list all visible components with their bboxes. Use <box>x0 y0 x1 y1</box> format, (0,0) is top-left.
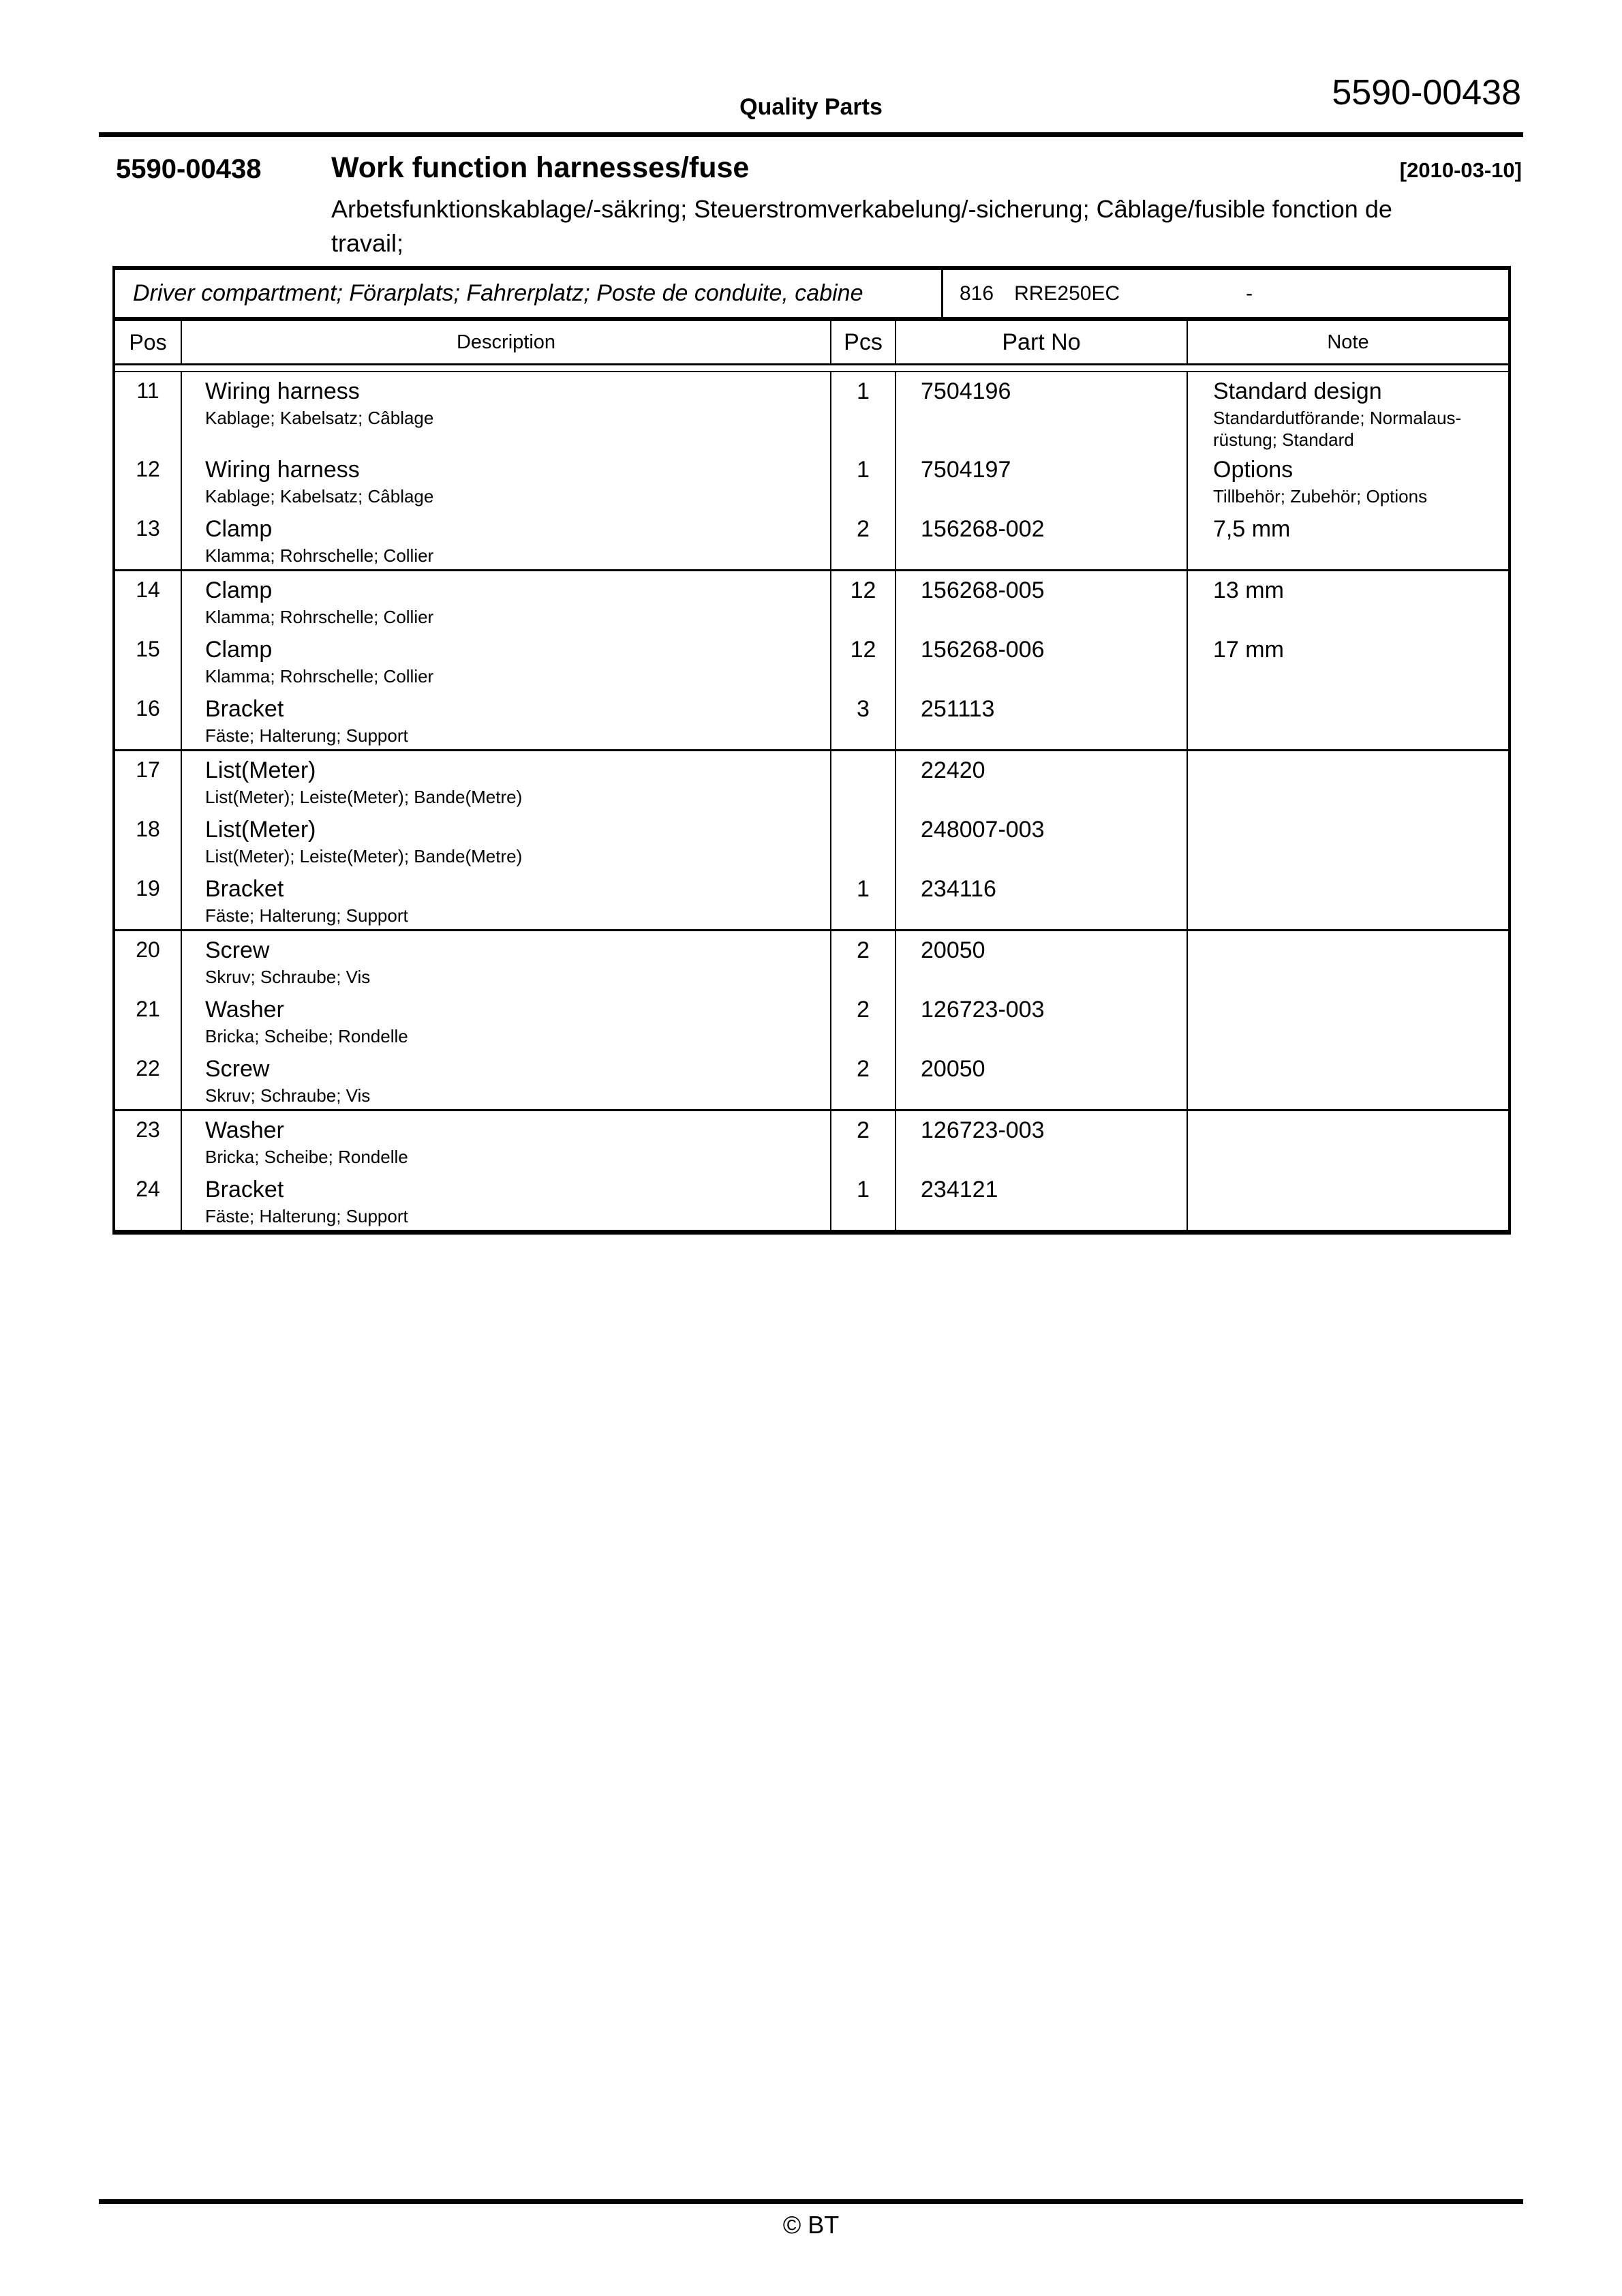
description-cell <box>182 510 831 569</box>
section-title: Driver compartment; Förarplats; Fahrerplatz; Poste de conduite, cabine <box>115 270 943 317</box>
part-no-cell: 126723-003 <box>896 1111 1188 1170</box>
note-cell <box>1188 631 1508 690</box>
description-text: Screw <box>205 1056 270 1082</box>
subtitle-line: Arbetsfunktionskablage/-säkring; Steuerstromverkabelung/-sicherung; Câblage/fusible fonction de <box>331 195 1392 223</box>
description-cell <box>182 571 831 631</box>
col-header-part-no: Part No <box>896 321 1188 363</box>
col-header-note: Note <box>1327 331 1369 353</box>
part-no-cell: 156268-006 <box>896 631 1188 690</box>
section-variant: - <box>1246 282 1253 305</box>
table-row <box>115 1170 1508 1230</box>
note-cell <box>1188 571 1508 631</box>
description-cell <box>182 931 831 991</box>
description-sub-text: Kablage; Kabelsatz; Câblage <box>205 408 434 428</box>
part-no-cell: 248007-003 <box>896 811 1188 870</box>
pcs-cell <box>831 751 896 811</box>
pcs-cell: 1 <box>831 870 896 929</box>
note-cell <box>1188 451 1508 510</box>
parts-group <box>115 569 1508 749</box>
description-text: Washer <box>205 997 284 1023</box>
description-cell <box>182 1170 831 1230</box>
pos-cell: 14 <box>115 571 182 631</box>
note-sub-text <box>1213 1177 1499 1179</box>
description-sub-text: Skruv; Schraube; Vis <box>205 967 371 987</box>
pos-cell: 12 <box>115 451 182 510</box>
note-cell <box>1188 510 1508 569</box>
note-text: Standard design <box>1213 378 1382 404</box>
part-no-cell: 156268-005 <box>896 571 1188 631</box>
description-cell <box>182 451 831 510</box>
pos-cell: 23 <box>115 1111 182 1170</box>
pos-cell: 22 <box>115 1050 182 1109</box>
description-cell <box>182 1050 831 1109</box>
note-cell <box>1188 690 1508 749</box>
description-sub-text: Skruv; Schraube; Vis <box>205 1085 371 1106</box>
pos-cell: 24 <box>115 1170 182 1230</box>
description-text: Clamp <box>205 516 273 542</box>
table-row <box>115 870 1508 929</box>
header-doc-number: 5590-00438 <box>1332 73 1521 112</box>
note-cell <box>1188 1050 1508 1109</box>
description-sub-text: Kablage; Kabelsatz; Câblage <box>205 486 434 507</box>
note-cell <box>1188 991 1508 1050</box>
description-text: Clamp <box>205 577 273 603</box>
description-text: Clamp <box>205 637 273 663</box>
section-code: 816 <box>960 282 994 305</box>
pos-cell: 15 <box>115 631 182 690</box>
pcs-cell: 2 <box>831 931 896 991</box>
description-sub-text: Bricka; Scheibe; Rondelle <box>205 1147 408 1167</box>
parts-group <box>115 929 1508 1109</box>
header-double-rule <box>115 365 1508 372</box>
table-row <box>115 451 1508 510</box>
part-no-cell: 156268-002 <box>896 510 1188 569</box>
section-model-info <box>943 270 1508 317</box>
note-sub-text <box>1213 696 1499 699</box>
description-cell <box>182 811 831 870</box>
pcs-cell: 2 <box>831 510 896 569</box>
note-sub-text <box>1213 663 1499 665</box>
table-row <box>115 510 1508 569</box>
description-text: Bracket <box>205 876 284 902</box>
note-sub-text <box>1213 1117 1499 1120</box>
description-cell <box>182 751 831 811</box>
pcs-cell: 2 <box>831 1050 896 1109</box>
pcs-cell <box>831 811 896 870</box>
pos-cell: 18 <box>115 811 182 870</box>
description-sub-text: Bricka; Scheibe; Rondelle <box>205 1026 408 1046</box>
header-rule <box>99 132 1523 137</box>
table-row <box>115 1111 1508 1170</box>
table-row <box>115 931 1508 991</box>
description-sub-text: List(Meter); Leiste(Meter); Bande(Metre) <box>205 846 523 866</box>
note-cell <box>1188 870 1508 929</box>
description-text: List(Meter) <box>205 817 316 843</box>
parts-table <box>112 266 1511 1235</box>
pos-cell: 19 <box>115 870 182 929</box>
note-cell <box>1188 372 1508 451</box>
description-cell <box>182 991 831 1050</box>
description-cell <box>182 870 831 929</box>
description-text: Wiring harness <box>205 457 360 483</box>
note-cell <box>1188 1111 1508 1170</box>
note-cell <box>1188 1170 1508 1230</box>
pos-cell: 20 <box>115 931 182 991</box>
pcs-cell: 12 <box>831 631 896 690</box>
note-sub-text <box>1213 542 1499 545</box>
table-row <box>115 631 1508 690</box>
copyright-label: © BT <box>782 2211 840 2239</box>
description-sub-text: List(Meter); Leiste(Meter); Bande(Metre) <box>205 787 523 807</box>
pcs-cell: 3 <box>831 690 896 749</box>
pos-cell: 17 <box>115 751 182 811</box>
note-sub-text <box>1213 483 1499 507</box>
note-sub-text <box>1213 404 1499 451</box>
pcs-cell: 1 <box>831 1170 896 1230</box>
description-text: Wiring harness <box>205 378 360 404</box>
note-sub-text <box>1213 757 1499 760</box>
parts-group <box>115 1109 1508 1230</box>
table-row <box>115 1050 1508 1109</box>
page-title: Work function harnesses/fuse <box>331 151 750 184</box>
description-sub-text: Klamma; Rohrschelle; Collier <box>205 545 434 566</box>
part-no-cell: 234116 <box>896 870 1188 929</box>
section-model: RRE250EC <box>1014 282 1120 305</box>
description-text: Bracket <box>205 1177 284 1203</box>
note-sub-line: rüstung; Standard <box>1213 429 1354 450</box>
part-no-cell: 20050 <box>896 931 1188 991</box>
description-sub-text: Fäste; Halterung; Support <box>205 905 408 926</box>
note-sub-text <box>1213 603 1499 606</box>
note-sub-line: Standardutförande; Normalaus- <box>1213 408 1462 428</box>
footer-rule <box>99 2199 1523 2204</box>
note-text: Options <box>1213 457 1294 483</box>
note-sub-text <box>1213 1056 1499 1059</box>
table-row <box>115 991 1508 1050</box>
part-no-cell: 251113 <box>896 690 1188 749</box>
description-text: Washer <box>205 1117 284 1143</box>
note-text: 13 mm <box>1213 577 1284 603</box>
description-cell <box>182 631 831 690</box>
part-no-cell: 126723-003 <box>896 991 1188 1050</box>
description-cell <box>182 690 831 749</box>
description-text: Bracket <box>205 696 284 722</box>
pcs-cell: 1 <box>831 451 896 510</box>
revision-date: [2010-03-10] <box>1399 158 1522 182</box>
col-header-pos: Pos <box>115 321 182 363</box>
col-header-description: Description <box>182 321 831 363</box>
table-row <box>115 811 1508 870</box>
table-header-row <box>115 321 1508 365</box>
note-sub-text <box>1213 937 1499 940</box>
table-body <box>115 372 1508 1230</box>
note-cell <box>1188 751 1508 811</box>
col-header-pcs: Pcs <box>831 321 896 363</box>
table-row <box>115 690 1508 749</box>
description-sub-text: Klamma; Rohrschelle; Collier <box>205 666 434 686</box>
description-cell <box>182 372 831 451</box>
part-no-cell: 22420 <box>896 751 1188 811</box>
pcs-cell: 2 <box>831 991 896 1050</box>
pcs-cell: 12 <box>831 571 896 631</box>
parts-group <box>115 749 1508 929</box>
title-doc-number: 5590-00438 <box>116 154 262 184</box>
note-sub-text <box>1213 876 1499 879</box>
note-sub-line: Tillbehör; Zubehör; Options <box>1213 486 1428 507</box>
pos-cell: 21 <box>115 991 182 1050</box>
table-row <box>115 571 1508 631</box>
part-no-cell: 7504197 <box>896 451 1188 510</box>
page-subtitle <box>331 192 1523 260</box>
description-cell <box>182 1111 831 1170</box>
pcs-cell: 2 <box>831 1111 896 1170</box>
pos-cell: 11 <box>115 372 182 451</box>
note-cell <box>1188 931 1508 991</box>
note-text: 7,5 mm <box>1213 516 1291 542</box>
section-band <box>115 270 1508 321</box>
pcs-cell: 1 <box>831 372 896 451</box>
table-row <box>115 751 1508 811</box>
table-row <box>115 372 1508 451</box>
note-sub-text <box>1213 817 1499 819</box>
description-text: Screw <box>205 937 270 963</box>
part-no-cell: 20050 <box>896 1050 1188 1109</box>
pos-cell: 13 <box>115 510 182 569</box>
note-text: 17 mm <box>1213 637 1284 663</box>
title-row <box>0 151 1622 187</box>
part-no-cell: 7504196 <box>896 372 1188 451</box>
pos-cell: 16 <box>115 690 182 749</box>
parts-group <box>115 372 1508 569</box>
brand-label: Quality Parts <box>739 94 883 120</box>
note-sub-text <box>1213 997 1499 999</box>
description-sub-text: Fäste; Halterung; Support <box>205 1206 408 1226</box>
description-sub-text: Klamma; Rohrschelle; Collier <box>205 607 434 627</box>
description-sub-text: Fäste; Halterung; Support <box>205 725 408 746</box>
part-no-cell: 234121 <box>896 1170 1188 1230</box>
description-text: List(Meter) <box>205 757 316 783</box>
note-cell <box>1188 811 1508 870</box>
subtitle-line: travail; <box>331 229 404 257</box>
